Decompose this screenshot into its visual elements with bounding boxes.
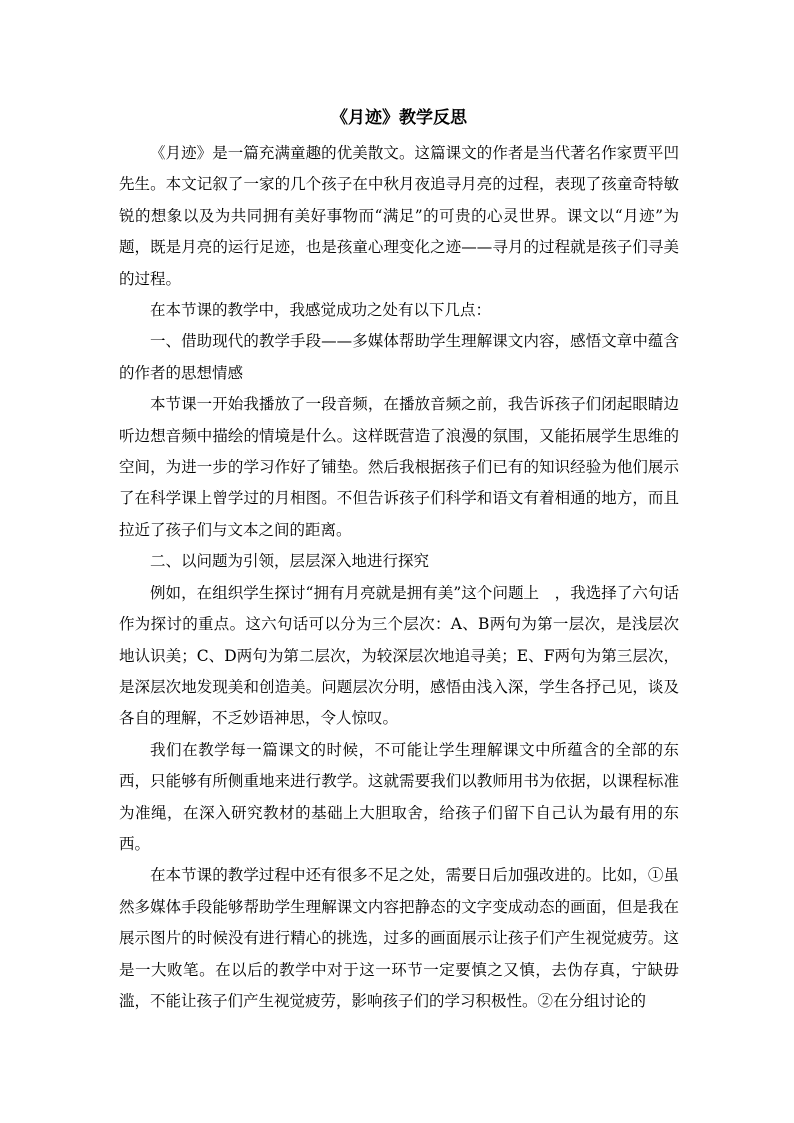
paragraph-shortcomings: 在本节课的教学过程中还有很多不足之处，需要日后加强改进的。比如，①虽然多媒体手段能够帮助学生理解课文内容把静态的文字变成动态的画面，但是我在展示图片的时候没有进行精心的挑选，过多的画面展示让孩子们产生视觉疲劳。这是一大败笔。在以后的教学中对于这一环节一定要慎之又慎，去伪存真，宁缺毋滥，不能让孩子们产生视觉疲劳，影响孩子们的学习积极性。②在分组讨论的 [119,866,679,1010]
document-body [119,138,679,1017]
paragraph-point-one: 本节课一开始我播放了一段音频，在播放音频之前，我告诉孩子们闭起眼睛边听边想音频中描绘的情境是什么。这样既营造了浪漫的氛围，又能拓展学生思维的空间，为进一步的学习作好了铺垫。然后我根据孩子们已有的知识经验为他们展示了在科学课上曾学过的月相图。不但告诉孩子们科学和语文有着相通的地方，而且拉近了孩子们与文本之间的距离。 [119,395,679,539]
paragraph-success-intro: 在本节课的教学中，我感觉成功之处有以下几点： [150,301,492,320]
heading-point-one: 一、借助现代的教学手段——多媒体帮助学生理解课文内容，感悟文章中蕴含的作者的思想情感 [119,332,679,382]
paragraph-reflection: 我们在教学每一篇课文的时候，不可能让学生理解课文中所蕴含的全部的东西，只能够有所侧重地来进行教学。这就需要我们以教师用书为依据，以课程标准为准绳，在深入研究教材的基础上大胆取舍，给孩子们留下自己认为最有用的东西。 [119,740,679,853]
paragraph-intro: 《月迹》是一篇充满童趣的优美散文。这篇课文的作者是当代著名作家贾平凹先生。本文记叙了一家的几个孩子在中秋月夜追寻月亮的过程，表现了孩童奇特敏锐的想象以及为共同拥有美好事物而“满足”的可贵的心灵世界。课文以“月迹”为题，既是月亮的运行足迹，也是孩童心理变化之迹——寻月的过程就是孩子们寻美的过程。 [119,144,679,288]
document-title: 《月迹》教学反思 [331,108,467,128]
paragraph-point-two: 例如，在组织学生探讨“拥有月亮就是拥有美”这个问题上 ，我选择了六句话作为探讨的重点。这六句话可以分为三个层次：A、B两句为第一层次，是浅层次地认识美；C、D两句为第二层次，为较深层次地追寻美；E、F两句为第三层次，是深层次地发现美和创造美。问题层次分明，感悟由浅入深，学生各抒己见，谈及各自的理解，不乏妙语神思，令人惊叹。 [119,583,679,728]
heading-point-two: 二、以问题为引领，层层深入地进行探究 [150,552,430,571]
